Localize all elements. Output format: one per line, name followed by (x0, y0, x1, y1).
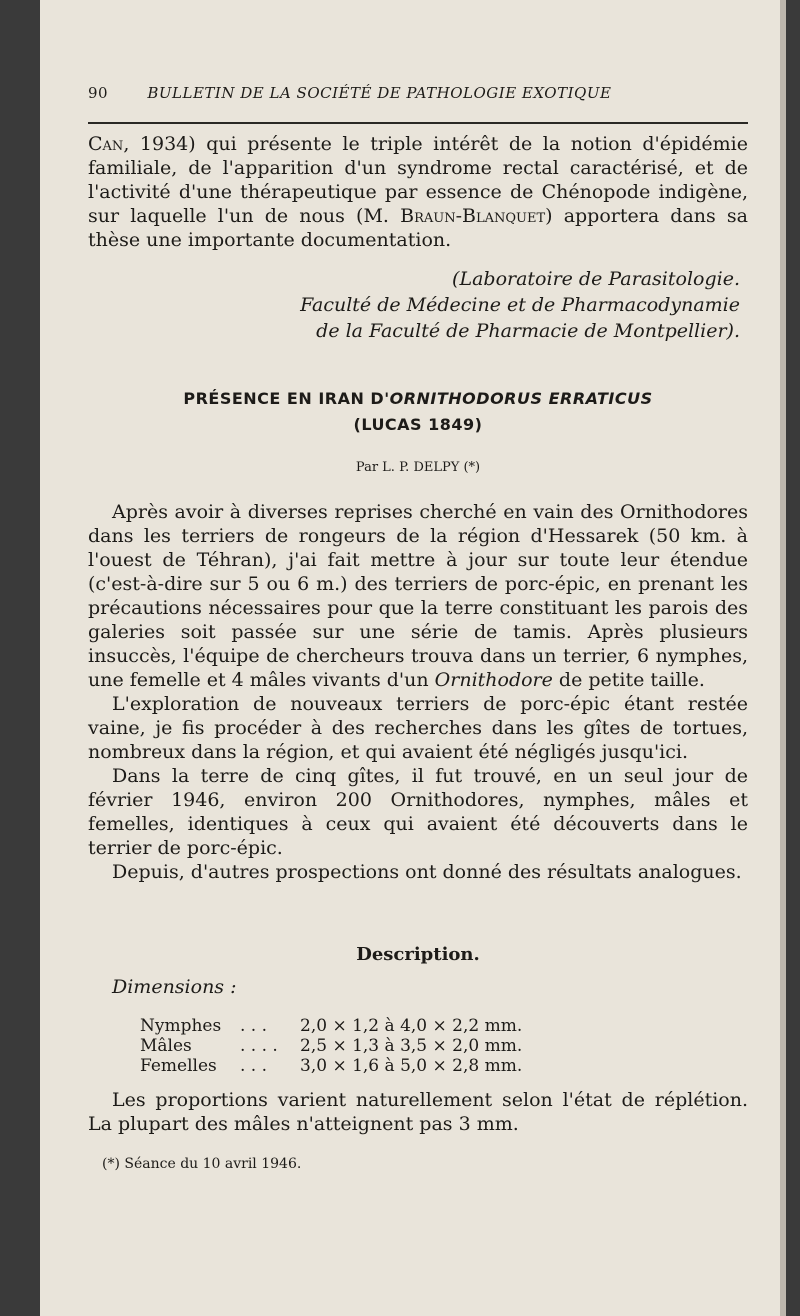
row-label: Nymphes (140, 1016, 222, 1036)
intro-text-a: , 1934) qui présente le triple intérêt de la notion d'épidémie familiale, de l'apparition d'un syndrome rectal caractérisé, et de l'activité d'une thérapeutique par essence de Chénopode indigène, sur laquelle l'un de nous (M. (88, 133, 748, 227)
page-number: 90 (88, 84, 109, 102)
affiliation-line-1: (Laboratoire de Parasitologie. (452, 268, 740, 290)
footnote: (*) Séance du 10 avril 1946. (102, 1156, 302, 1172)
dimensions-label: Dimensions : (112, 976, 237, 998)
row-dots: . . . (240, 1016, 268, 1036)
running-header (88, 84, 678, 102)
row-value: 2,5 × 1,3 à 3,5 × 2,0 mm. (300, 1036, 523, 1056)
journal-title: BULLETIN DE LA SOCIÉTÉ DE PATHOLOGIE EXOTIQUE (147, 84, 612, 102)
article-body (88, 500, 748, 884)
author-name-can: Can (88, 133, 124, 155)
row-label: Femelles (140, 1056, 217, 1076)
paragraph-1-text-b: de petite taille. (552, 669, 705, 691)
section-heading: Description. (356, 944, 480, 965)
dimensions-table (140, 1016, 522, 1076)
affiliation-line-2: Faculté de Médecine et de Pharmacodynamie (300, 294, 740, 316)
title-prefix: PRÉSENCE EN IRAN D' (183, 389, 390, 408)
row-dots: . . . (240, 1056, 268, 1076)
paragraph-2: L'exploration de nouveaux terriers de porc-épic étant restée vaine, je fis procéder à des recherches dans les gîtes de tortues, nombreux dans la région, et qui avaient été négligés jusqu'ici. (88, 693, 748, 763)
row-label: Mâles (140, 1036, 192, 1056)
author-name-braun-blanquet: Braun-Blanquet (400, 205, 546, 227)
row-dots: . . . . (240, 1036, 278, 1056)
paragraph-1 (88, 500, 748, 692)
affiliation (240, 266, 740, 344)
intro-text-b: ) apportera dans sa thèse une importante documentation. (88, 205, 748, 251)
table-row (140, 1016, 522, 1036)
affiliation-line-3: de la Faculté de Pharmacie de Montpellier). (316, 320, 740, 342)
closing-paragraph (88, 1088, 748, 1136)
closing-text: Les proportions varient naturellement selon l'état de réplétion. La plupart des mâles n'atteignent pas 3 mm. (88, 1089, 748, 1135)
article-title (88, 386, 748, 438)
paragraph-1-italic: Ornithodore (434, 669, 553, 691)
article-author: Par L. P. DELPY (*) (355, 460, 481, 475)
paragraph-4: Depuis, d'autres prospections ont donné des résultats analogues. (112, 861, 742, 883)
page-edge (780, 0, 786, 1316)
table-row (140, 1036, 522, 1056)
title-species: ORNITHODORUS ERRATICUS (389, 389, 653, 408)
table-row (140, 1056, 522, 1076)
row-value: 3,0 × 1,6 à 5,0 × 2,8 mm. (300, 1056, 523, 1076)
header-rule (88, 122, 748, 124)
scanned-page (40, 0, 780, 1316)
paragraph-1-text-a: Après avoir à diverses reprises cherché en vain des Ornithodores dans les terriers de rongeurs de la région d'Hessarek (50 km. à l'ouest de Téhran), j'ai fait mettre à jour sur toute leur étendue (c'est-à-dire sur 5 ou 6 m.) des terriers de porc-épic, en prenant les précautions nécessaires pour que la terre constituant les parois des galeries soit passée sur une série de tamis. Après plusieurs insuccès, l'équipe de chercheurs trouva dans un terrier, 6 nymphes, une femelle et 4 mâles vivants d'un (88, 501, 748, 691)
title-line-2: (LUCAS 1849) (353, 415, 483, 434)
paragraph-3: Dans la terre de cinq gîtes, il fut trouvé, en un seul jour de février 1946, environ 200 Ornithodores, nymphes, mâles et femelles, identiques à ceux qui avaient été découverts dans le terrier de porc-épic. (88, 765, 748, 859)
intro-paragraph (88, 132, 748, 252)
row-value: 2,0 × 1,2 à 4,0 × 2,2 mm. (300, 1016, 523, 1036)
